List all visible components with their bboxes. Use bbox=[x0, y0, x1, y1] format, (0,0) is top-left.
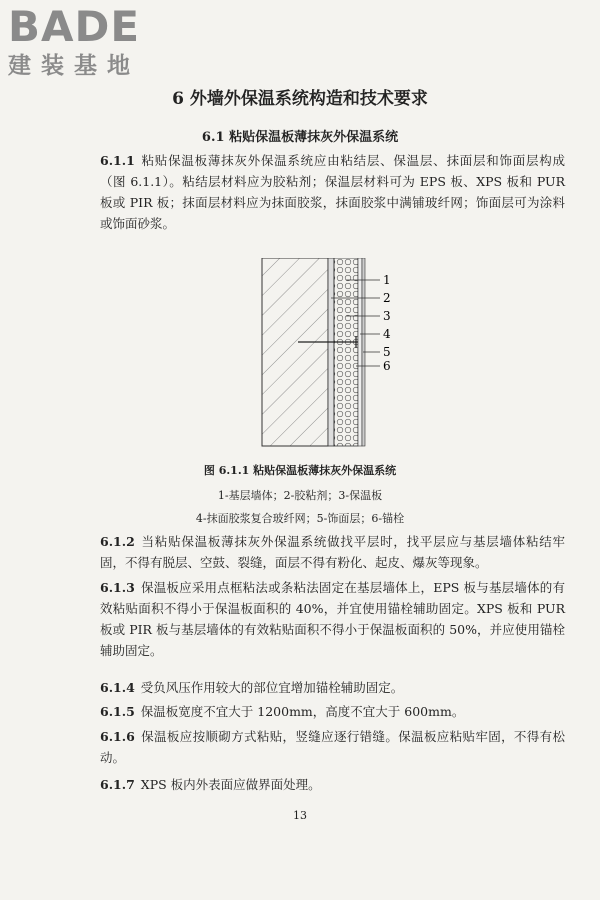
figure-label-3: 3 bbox=[383, 309, 391, 323]
clause-number: 6.1.6 bbox=[100, 729, 135, 744]
figure-label-6: 6 bbox=[383, 359, 391, 373]
clause-text: 当粘贴保温板薄抹灰外保温系统做找平层时，找平层应与基层墙体粘结牢固，不得有脱层、空鼓、裂缝，面层不得有粉化、起皮、爆灰等现象。 bbox=[100, 534, 565, 570]
chapter-title: 6 外墙外保温系统构造和技术要求 bbox=[172, 89, 428, 109]
paragraph-6-1-5 bbox=[100, 701, 565, 722]
clause-number: 6.1.1 bbox=[100, 153, 135, 168]
logo bbox=[8, 4, 178, 80]
clause-text: 保温板应按顺砌方式粘贴，竖缝应逐行错缝。保温板应粘贴牢固，不得有松动。 bbox=[100, 729, 565, 765]
insulation-board bbox=[334, 258, 358, 446]
paragraph-6-1-1 bbox=[100, 150, 565, 234]
figure-6-1-1 bbox=[240, 258, 400, 452]
paragraph-6-1-4 bbox=[100, 677, 565, 698]
paragraph-6-1-3 bbox=[100, 577, 565, 661]
figure-label-1: 1 bbox=[383, 273, 391, 287]
figure-legend-line-2: 4-抹面胶浆复合玻纤网；5-饰面层；6-锚栓 bbox=[195, 512, 405, 525]
figure-label-2: 2 bbox=[383, 291, 391, 305]
logo-subtitle: 建装基地 bbox=[8, 53, 140, 79]
render-mesh-layer bbox=[358, 258, 362, 446]
clause-text: XPS 板内外表面应做界面处理。 bbox=[140, 777, 321, 792]
figure-caption: 图 6.1.1 粘贴保温板薄抹灰外保温系统 bbox=[203, 464, 397, 477]
base-wall bbox=[262, 258, 328, 446]
clause-text: 受负风压作用较大的部位宜增加锚栓辅助固定。 bbox=[140, 680, 404, 695]
clause-text: 保温板应采用点框粘法或条粘法固定在基层墙体上，EPS 板与基层墙体的有效粘贴面积不得小于保温板面积的 40%，并宜使用锚栓辅助固定。XPS 板和 PUR 板或 PIR 板与基层墙体的有效粘贴面积不得小于保温板面积的 50%，并应使用锚栓辅助固定。 bbox=[100, 580, 565, 658]
logo-brand: BADE bbox=[8, 2, 141, 51]
figure-label-5: 5 bbox=[383, 345, 391, 359]
clause-number: 6.1.4 bbox=[100, 680, 135, 695]
paragraph-6-1-6 bbox=[100, 726, 565, 768]
clause-number: 6.1.5 bbox=[100, 704, 135, 719]
clause-text: 保温板宽度不宜大于 1200mm，高度不宜大于 600mm。 bbox=[140, 704, 465, 719]
paragraph-6-1-7 bbox=[100, 774, 565, 795]
figure-label-4: 4 bbox=[383, 327, 391, 341]
figure-legend-line-1: 1-基层墙体；2-胶粘剂；3-保温板 bbox=[217, 489, 383, 502]
clause-number: 6.1.7 bbox=[100, 777, 135, 792]
adhesive-layer bbox=[328, 258, 334, 446]
clause-text: 粘贴保温板薄抹灰外保温系统应由粘结层、保温层、抹面层和饰面层构成（图 6.1.1）。粘结层材料应为胶粘剂；保温层材料可为 EPS 板、XPS 板和 PUR 板或 PIR 板；抹面层材料应为抹面胶浆，抹面胶浆中满铺玻纤网；饰面层可为涂料或饰面砂浆。 bbox=[100, 153, 565, 231]
page-number: 13 bbox=[293, 809, 307, 822]
clause-number: 6.1.3 bbox=[100, 580, 135, 595]
section-title: 6.1 粘贴保温板薄抹灰外保温系统 bbox=[201, 130, 399, 145]
clause-number: 6.1.2 bbox=[100, 534, 135, 549]
paragraph-6-1-2 bbox=[100, 531, 565, 573]
wall-section-diagram bbox=[240, 258, 400, 448]
